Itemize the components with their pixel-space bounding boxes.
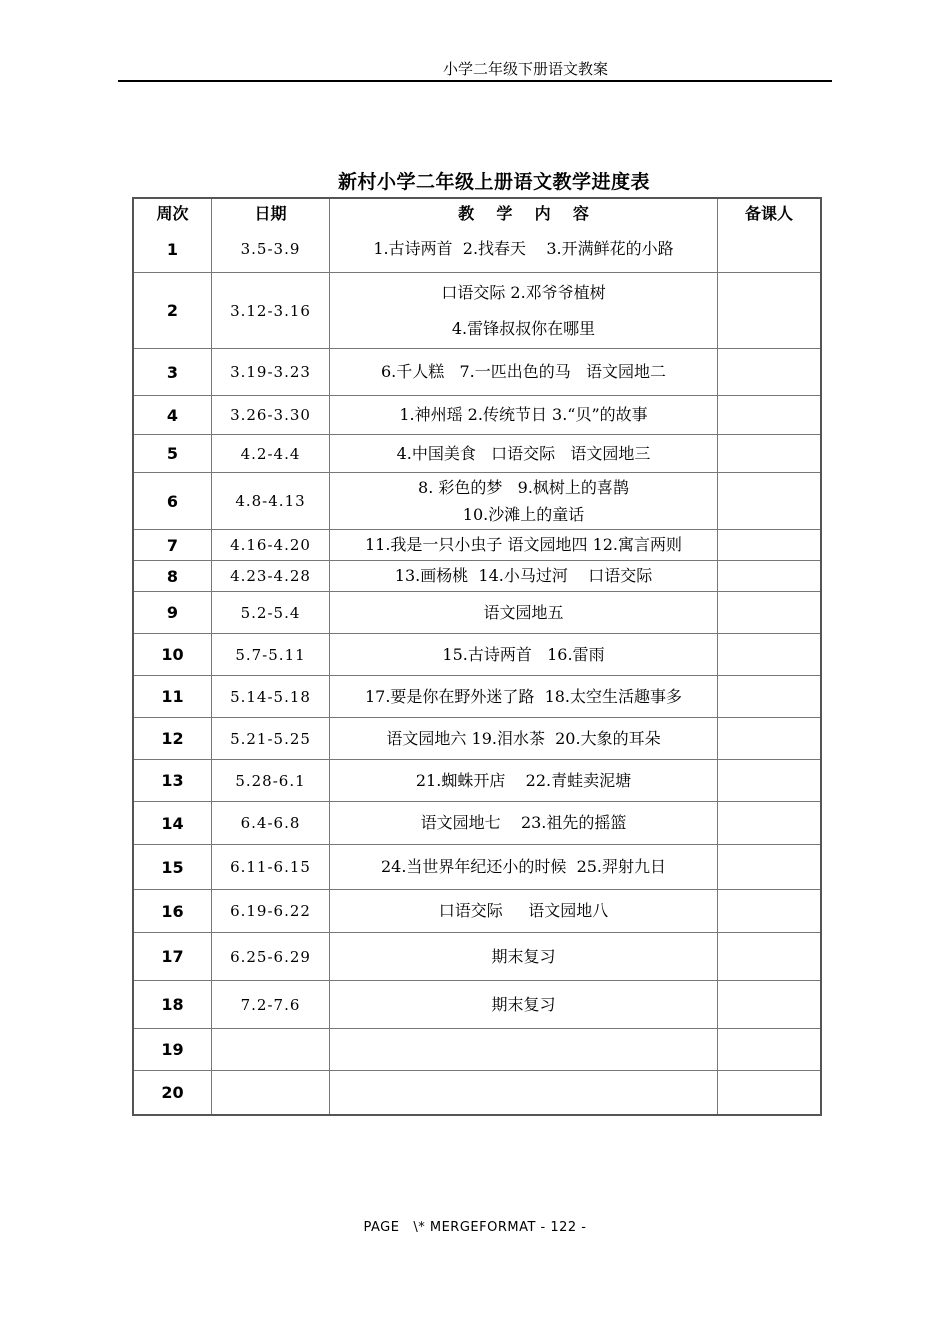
content-cell (330, 592, 718, 634)
content-line: 口语交际 语文园地八 (438, 901, 609, 920)
week-cell: 19 (134, 1029, 212, 1071)
preparer-cell (718, 530, 820, 561)
content-line: 13.画杨桃 14.小马过河 口语交际 (394, 566, 653, 585)
preparer-cell (718, 349, 820, 396)
week-cell: 10 (134, 634, 212, 676)
table-row (134, 1029, 820, 1071)
week-cell: 16 (134, 890, 212, 933)
content-cell (330, 890, 718, 933)
date-cell: 6.4-6.8 (212, 802, 330, 845)
preparer-cell (718, 592, 820, 634)
content-line: 语文园地七 23.祖先的摇篮 (420, 813, 627, 832)
table-row (134, 473, 820, 530)
preparer-cell (718, 561, 820, 592)
content-line: 语文园地六 19.泪水茶 20.大象的耳朵 (386, 728, 661, 748)
content-cell (330, 845, 718, 890)
week-cell: 13 (134, 760, 212, 802)
content-cell (330, 473, 718, 530)
preparer-cell (718, 933, 820, 981)
column-header-week: 周次 (134, 199, 212, 226)
content-line: 24.当世界年纪还小的时候 25.羿射九日 (380, 857, 667, 876)
content-line: 期末复习 (491, 994, 556, 1014)
content-cell (330, 530, 718, 561)
table-row (134, 349, 820, 396)
week-cell: 20 (134, 1071, 212, 1114)
date-cell: 3.19-3.23 (212, 349, 330, 396)
preparer-cell (718, 802, 820, 845)
preparer-cell (718, 845, 820, 890)
table-row (134, 676, 820, 718)
table-row (134, 226, 820, 273)
table-row (134, 890, 820, 933)
date-cell: 3.26-3.30 (212, 396, 330, 435)
date-cell: 7.2-7.6 (212, 981, 330, 1029)
running-header-title: 小学二年级下册语文教案 (443, 60, 609, 78)
content-line: 1.古诗两首 2.找春天 3.开满鲜花的小路 (373, 239, 674, 258)
content-cell (330, 760, 718, 802)
date-cell: 3.5-3.9 (212, 226, 330, 273)
preparer-cell (718, 981, 820, 1029)
date-cell: 4.23-4.28 (212, 561, 330, 592)
preparer-cell (718, 435, 820, 473)
preparer-cell (718, 226, 820, 273)
week-cell: 17 (134, 933, 212, 981)
week-cell: 2 (134, 273, 212, 349)
preparer-cell (718, 718, 820, 760)
content-cell (330, 981, 718, 1029)
week-cell: 14 (134, 802, 212, 845)
week-cell: 12 (134, 718, 212, 760)
week-cell: 7 (134, 530, 212, 561)
preparer-cell (718, 1029, 820, 1071)
date-cell: 5.2-5.4 (212, 592, 330, 634)
content-cell (330, 933, 718, 981)
content-cell (330, 561, 718, 592)
teaching-schedule-table (132, 197, 822, 1116)
table-row (134, 933, 820, 981)
date-cell: 6.25-6.29 (212, 933, 330, 981)
table-row (134, 981, 820, 1029)
preparer-cell (718, 1071, 820, 1114)
date-cell: 5.14-5.18 (212, 676, 330, 718)
running-header (118, 58, 832, 82)
week-cell: 3 (134, 349, 212, 396)
table-row (134, 561, 820, 592)
content-line: 口语交际 2.邓爷爷植树 (441, 282, 606, 302)
week-cell: 18 (134, 981, 212, 1029)
table-row (134, 718, 820, 760)
content-cell (330, 435, 718, 473)
preparer-cell (718, 396, 820, 435)
date-cell (212, 1071, 330, 1114)
content-cell (330, 349, 718, 396)
date-cell: 5.28-6.1 (212, 760, 330, 802)
table-row (134, 634, 820, 676)
table-row (134, 396, 820, 435)
content-line: 8. 彩色的梦 9.枫树上的喜鹊 (418, 478, 629, 497)
week-cell: 8 (134, 561, 212, 592)
table-row (134, 1071, 820, 1114)
table-body (134, 226, 820, 1114)
content-line: 17.要是你在野外迷了路 18.太空生活趣事多 (364, 686, 683, 706)
content-cell (330, 396, 718, 435)
content-line: 语文园地五 (483, 602, 564, 622)
document-title: 新村小学二年级上册语文教学进度表 (338, 171, 651, 193)
column-header-content: 教 学 内 容 (330, 199, 718, 226)
week-cell: 6 (134, 473, 212, 530)
content-cell (330, 802, 718, 845)
content-line: 10.沙滩上的童话 (462, 505, 585, 524)
date-cell: 6.11-6.15 (212, 845, 330, 890)
preparer-cell (718, 676, 820, 718)
content-line: 4.中国美食 口语交际 语文园地三 (396, 443, 651, 463)
content-line: 21.蜘蛛开店 22.青蛙卖泥塘 (415, 770, 632, 790)
table-row (134, 760, 820, 802)
content-line: 11.我是一只小虫子 语文园地四 12.寓言两则 (364, 535, 683, 554)
content-cell (330, 718, 718, 760)
week-cell: 9 (134, 592, 212, 634)
page-footer: PAGE \* MERGEFORMAT - 122 - (363, 1220, 587, 1235)
content-cell (330, 1029, 718, 1071)
preparer-cell (718, 634, 820, 676)
table-row (134, 273, 820, 349)
column-header-preparer: 备课人 (718, 199, 820, 226)
table-row (134, 845, 820, 890)
date-cell: 5.21-5.25 (212, 718, 330, 760)
date-cell: 5.7-5.11 (212, 634, 330, 676)
content-cell (330, 1071, 718, 1114)
preparer-cell (718, 273, 820, 349)
date-cell (212, 1029, 330, 1071)
content-line: 1.神州瑶 2.传统节日 3.“贝”的故事 (399, 405, 648, 424)
content-cell (330, 226, 718, 273)
content-cell (330, 273, 718, 349)
table-header-row (134, 199, 820, 226)
week-cell: 4 (134, 396, 212, 435)
table-row (134, 530, 820, 561)
date-cell: 4.8-4.13 (212, 473, 330, 530)
table-row (134, 802, 820, 845)
content-cell (330, 634, 718, 676)
date-cell: 4.16-4.20 (212, 530, 330, 561)
week-cell: 15 (134, 845, 212, 890)
table-row (134, 435, 820, 473)
table-row (134, 592, 820, 634)
content-line: 4.雷锋叔叔你在哪里 (451, 318, 596, 338)
date-cell: 3.12-3.16 (212, 273, 330, 349)
content-line: 期末复习 (491, 946, 556, 966)
preparer-cell (718, 760, 820, 802)
week-cell: 1 (134, 226, 212, 273)
column-header-date: 日期 (212, 199, 330, 226)
date-cell: 4.2-4.4 (212, 435, 330, 473)
content-line: 6.千人糕 7.一匹出色的马 语文园地二 (380, 362, 667, 381)
preparer-cell (718, 890, 820, 933)
content-line: 15.古诗两首 16.雷雨 (442, 644, 605, 664)
week-cell: 5 (134, 435, 212, 473)
preparer-cell (718, 473, 820, 530)
date-cell: 6.19-6.22 (212, 890, 330, 933)
content-cell (330, 676, 718, 718)
week-cell: 11 (134, 676, 212, 718)
